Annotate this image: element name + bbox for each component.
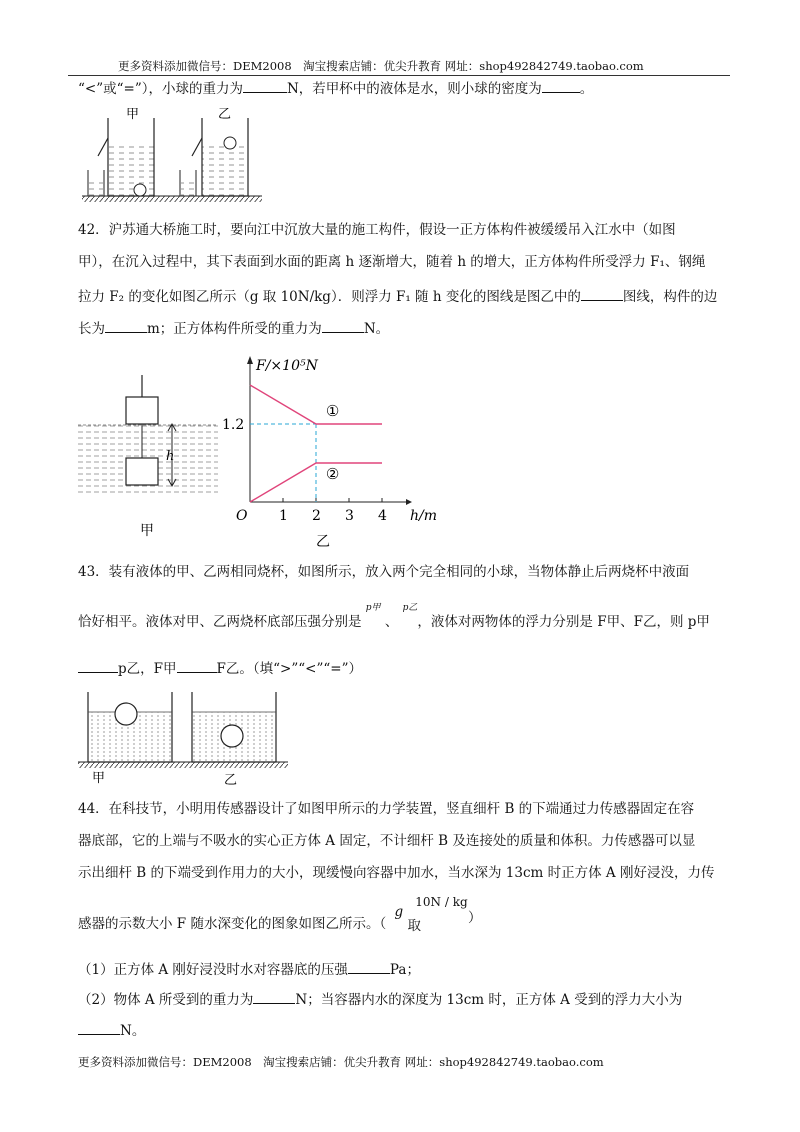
x-tick-label: 2	[312, 508, 321, 524]
q41-line-b: N，若甲杯中的液体是水，则小球的密度为	[286, 81, 542, 97]
q43-dun: 、	[384, 614, 399, 630]
qu-char: 取	[407, 918, 421, 934]
chart-origin: O	[236, 508, 248, 524]
answer-blank[interactable]	[78, 1022, 120, 1035]
y-tick-label: 1.2	[222, 417, 245, 433]
q43-figure	[78, 686, 298, 786]
q43-line-3a: p乙，F甲	[118, 661, 177, 677]
q44-sub-2-cont	[78, 1022, 145, 1039]
series-label-1: ①	[325, 402, 340, 420]
q43-label-jia: 甲	[92, 771, 106, 786]
g-symbol: g	[394, 904, 404, 920]
q43-line-3	[78, 660, 362, 677]
q41-label-jia: 甲	[126, 108, 140, 122]
q44-line-4-text: 感器的示数大小 F 随水深变化的图象如图乙所示。（	[78, 916, 387, 932]
x-tick-label: 1	[279, 508, 288, 524]
p-jia-symbol: p甲	[365, 603, 381, 613]
series-line-1	[250, 385, 382, 424]
q42-label-yi: 乙	[316, 534, 330, 548]
q44-sub-2a: （2）物体 A 所受到的重力为	[78, 992, 254, 1008]
q42-h-label: h	[166, 449, 175, 464]
q43-line-2b: ，液体对两物体的浮力分别是 F甲、F乙，则 p甲	[417, 614, 710, 630]
q44-line-1: 44．在科技节，小明用传感器设计了如图甲所示的力学装置，竖直细杆 B 的下端通过力传感器固定在容	[78, 801, 695, 817]
q44-sub-2b: N；当容器内水的深度为 13cm 时，正方体 A 受到的浮力大小为	[295, 992, 683, 1008]
chart-xlabel: h/m	[410, 508, 438, 524]
g-value: 10N / kg	[415, 895, 468, 909]
chart-ylabel: F/×10⁵N	[256, 358, 318, 374]
q44-line-3: 示出细杆 B 的下端受到作用力的大小，现缓慢向容器中加水，当水深为 13cm 时正方体 A 刚好浸没，力传	[78, 865, 715, 881]
header-rule	[68, 75, 730, 76]
q44-close: ）	[467, 910, 482, 926]
q42-line-3	[78, 288, 717, 305]
x-tick-label: 3	[345, 508, 354, 524]
answer-blank[interactable]	[348, 961, 390, 974]
q44-sub-2c: N。	[120, 1023, 146, 1039]
q41-line-a: “<”或“=”），小球的重力为	[78, 81, 243, 97]
q43-line-3b: F乙。（填“>”“<”“=”）	[216, 661, 362, 677]
q41-figure	[78, 108, 278, 203]
answer-blank[interactable]	[581, 288, 623, 301]
answer-blank[interactable]	[322, 320, 364, 333]
q43-line-2a: 恰好相平。液体对甲、乙两烧杯底部压强分别是	[78, 614, 362, 630]
answer-blank[interactable]	[542, 80, 580, 93]
q42-line-3a: 拉力 F₂ 的变化如图乙所示（g 取 10N/kg）．则浮力 F₁ 随 h 变化的图线是图乙中的	[78, 289, 581, 305]
x-tick-label: 4	[378, 508, 387, 524]
q42-line-4	[78, 320, 389, 337]
q43-label-yi: 乙	[224, 773, 238, 786]
q44-sub-1b: Pa；	[389, 962, 420, 978]
q42-label-jia: 甲	[140, 523, 154, 539]
q42-line-4c: N。	[363, 321, 390, 337]
q44-sub-1	[78, 961, 420, 978]
q41-line-c: 。	[579, 81, 594, 97]
answer-blank[interactable]	[253, 991, 295, 1004]
q42-line-1: 42．沪苏通大桥施工时，要向江中沉放大量的施工构件，假设一正方体构件被缓缓吊入江水中（如图	[78, 222, 676, 238]
q41-text	[78, 80, 593, 97]
answer-blank[interactable]	[177, 660, 217, 673]
q42-figure-jia	[78, 375, 218, 545]
page-footer: 更多资料添加微信号：DEM2008 淘宝搜索店铺：优尖升教育 网址：shop492842749.taobao.com	[78, 1055, 604, 1069]
q43-line-2	[78, 603, 710, 630]
q42-line-2: 甲），在沉入过程中，其下表面到水面的距离 h 逐渐增大，随着 h 的增大，正方体构件所受浮力 F₁、钢绳	[78, 254, 706, 270]
series-label-2: ②	[325, 465, 340, 483]
q44-sub-1a: （1）正方体 A 刚好浸没时水对容器底的压强	[78, 962, 348, 978]
q44-line-2: 器底部，它的上端与不吸水的实心正方体 A 固定，不计细杆 B 及连接处的质量和体积。力传感器可以显	[78, 833, 696, 849]
page-header: 更多资料添加微信号：DEM2008 淘宝搜索店铺：优尖升教育 网址：shop492842749.taobao.com	[118, 59, 644, 73]
q41-label-yi: 乙	[218, 108, 232, 122]
q42-line-4b: m；正方体构件所受的重力为	[147, 321, 322, 337]
q42-chart	[222, 352, 442, 548]
q44-sub-2	[78, 991, 682, 1008]
answer-blank[interactable]	[105, 320, 147, 333]
p-yi-symbol: p乙	[402, 603, 418, 613]
answer-blank[interactable]	[243, 80, 287, 93]
q44-line-4	[78, 895, 482, 934]
q42-line-4a: 长为	[78, 321, 105, 337]
q43-line-1: 43．装有液体的甲、乙两相同烧杯，如图所示，放入两个完全相同的小球，当物体静止后两烧杯中液面	[78, 564, 690, 580]
answer-blank[interactable]	[78, 660, 118, 673]
q42-line-3b: 图线，构件的边	[622, 289, 718, 305]
